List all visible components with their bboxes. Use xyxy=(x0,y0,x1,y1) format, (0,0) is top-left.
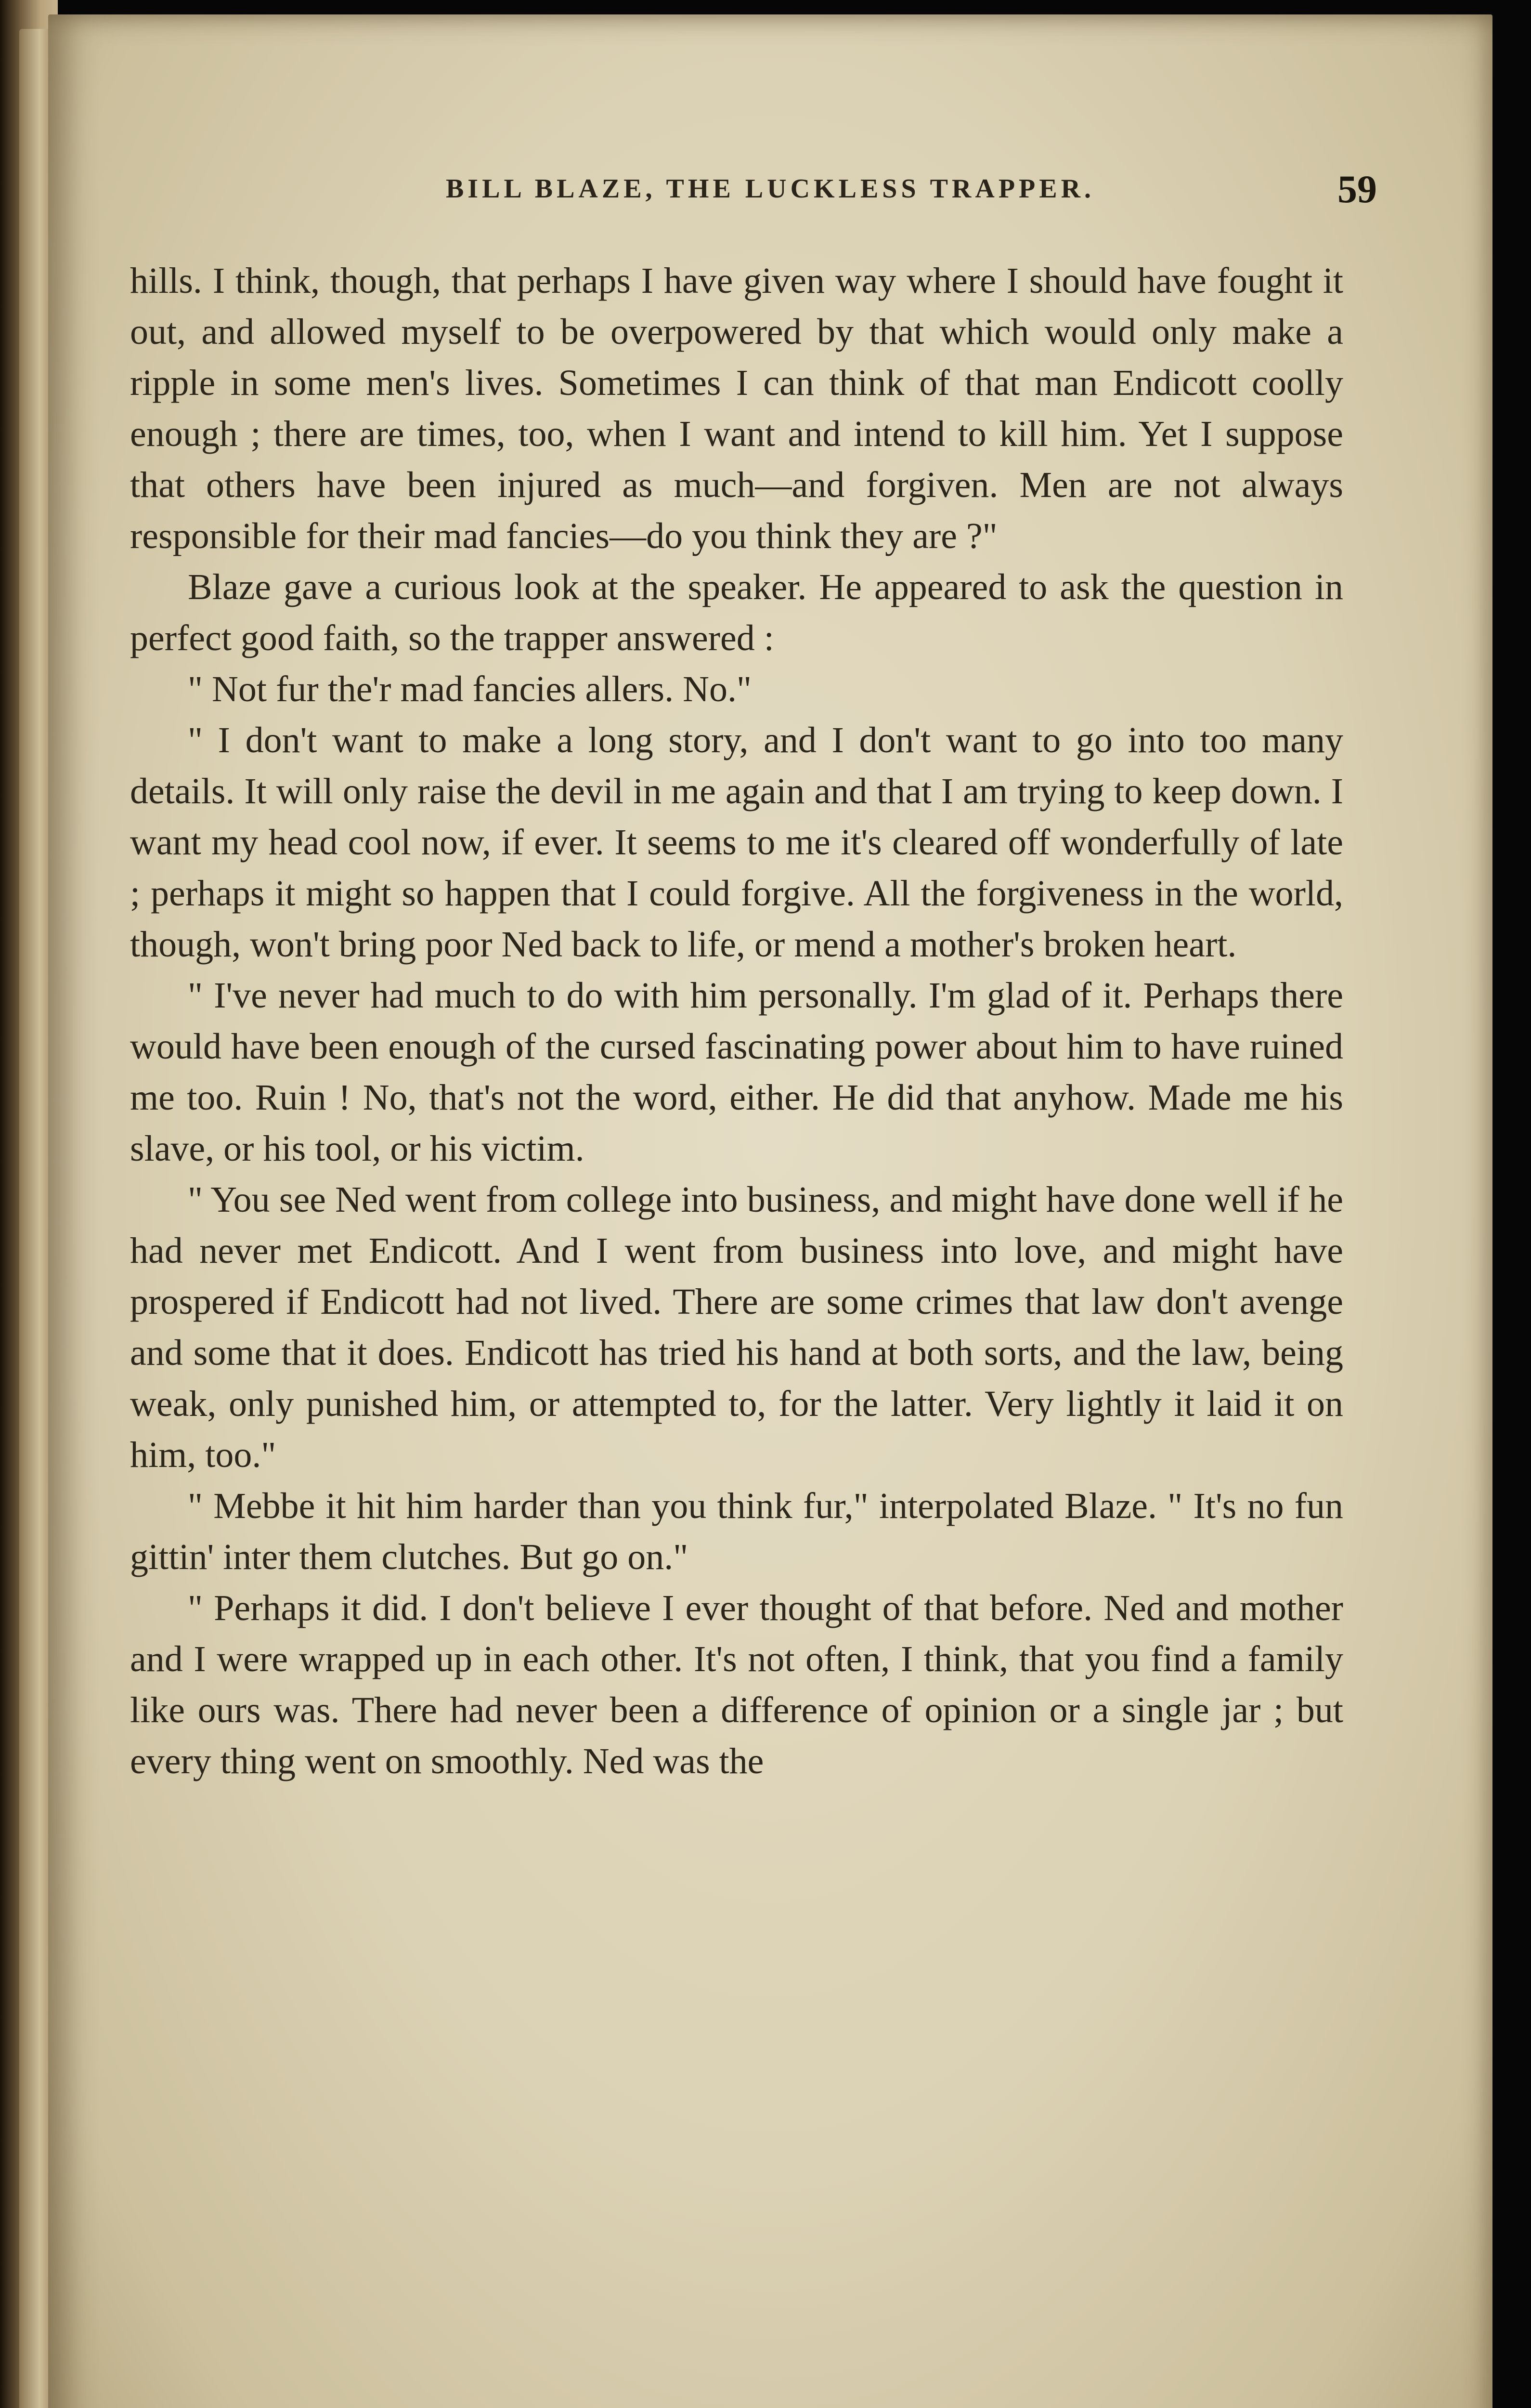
paragraph: " Mebbe it hit him harder than you think fur," interpolated Blaze. " It's no fun gittin' inter them clutches. But go on." xyxy=(130,1486,1343,1577)
paragraph: " You see Ned went from college into business, and might have done well if he had never met Endicott. And I went from business into love, and might have prospered if Endicott had not lived. There are some crimes that law don't avenge and some that it does. Endicott has tried his hand at both sorts, and the law, being weak, only punished him, or attempted to, for the latter. Very lightly it laid it on him, too." xyxy=(130,1179,1343,1475)
paragraph: " I've never had much to do with him personally. I'm glad of it. Perhaps there would have been enough of the cursed fascinating power about him to have ruined me too. Ruin ! No, that's not the word, either. He did that anyhow. Made me his slave, or his tool, or his victim. xyxy=(130,975,1343,1169)
paragraph: " Perhaps it did. I don't believe I ever thought of that before. Ned and mother and I were wrapped up in each other. It's not often, I think, that you find a family like ours was. There had never been a difference of opinion or a single jar ; but every thing went on smoothly. Ned was the xyxy=(130,1588,1343,1781)
running-title: BILL BLAZE, THE LUCKLESS TRAPPER. xyxy=(445,174,1095,204)
paragraph: " Not fur the'r mad fancies allers. No." xyxy=(188,669,752,709)
book-page xyxy=(48,14,1492,2408)
page-number: 59 xyxy=(1337,167,1377,211)
page-body xyxy=(130,255,1343,1787)
paragraph: " I don't want to make a long story, and I don't want to go into too many details. It will only raise the devil in me again and that I am trying to keep down. I want my head cool now, if ever. It seems to me it's cleared off wonderfully of late ; perhaps it might so happen that I could forgive. All the forgiveness in the world, though, won't bring poor Ned back to life, or mend a mother's broken heart. xyxy=(130,720,1343,965)
paragraph: Blaze gave a curious look at the speaker. He appeared to ask the question in perfect good faith, so the trapper answered : xyxy=(130,567,1343,658)
paragraph: hills. I think, though, that perhaps I have given way where I should have fought it out, and allowed myself to be overpowered by that which would only make a ripple in some men's lives. Sometimes I can think of that man Endicott coolly enough ; there are times, too, when I want and intend to kill him. Yet I suppose that others have been injured as much—and forgiven. Men are not always responsible for their mad fancies—do you think they are ?" xyxy=(130,261,1343,556)
running-header xyxy=(48,167,1492,212)
